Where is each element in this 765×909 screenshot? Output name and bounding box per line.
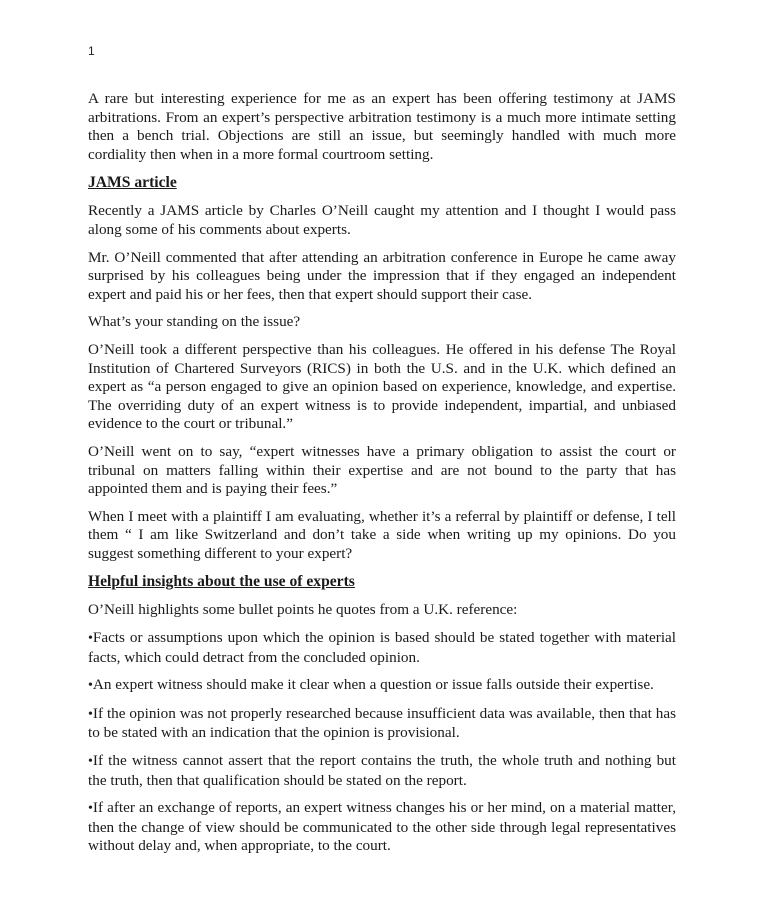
paragraph: O’Neill went on to say, “expert witnesses have a primary obligation to assist the court or tribunal on matters falling within their expertise and are not bound to the party that has appointed them and is paying their fees.” bbox=[88, 442, 676, 498]
paragraph: O’Neill took a different perspective than his colleagues. He offered in his defense The Royal Institution of Chartered Surveyors (RICS) in both the U.S. and in the U.K. which defined an expert as “a person engaged to give an opinion based on experience, knowledge, and expertise. The overriding duty of an expert witness is to provide independent, impartial, and unbiased evidence to the court or tribunal.” bbox=[88, 340, 676, 433]
paragraph: Recently a JAMS article by Charles O’Neill caught my attention and I thought I would pass along some of his comments about experts. bbox=[88, 202, 676, 238]
bullet-text: If the opinion was not properly researched because insufficient data was available, then that has to be stated with an indication that the opinion is provisional. bbox=[88, 704, 676, 742]
bullet-item bbox=[88, 799, 676, 856]
bullet-text: Facts or assumptions upon which the opinion is based should be stated together with material facts, which could detract from the concluded opinion. bbox=[88, 629, 676, 666]
bullet-text: An expert witness should make it clear when a question or issue falls outside their expertise. bbox=[92, 676, 654, 694]
intro-paragraph: A rare but interesting experience for me as an expert has been offering testimony at JAMS arbitrations. From an expert’s perspective arbitration testimony is a much more intimate setting then a bench trial. Objections are still an issue, but seemingly handled with much more cordiality then when in a more formal courtroom setting. bbox=[88, 90, 676, 163]
bullet-icon: • bbox=[88, 678, 93, 694]
paragraph: Mr. O’Neill commented that after attending an arbitration conference in Europe he came away surprised by his colleagues being under the impression that if they engaged an independent expert and paid his or her fees, then that expert should support their case. bbox=[88, 248, 676, 303]
section-heading-helpful-insights: Helpful insights about the use of experts bbox=[88, 573, 355, 591]
bullet-item bbox=[88, 629, 676, 667]
bullet-text: If after an exchange of reports, an expert witness changes his or her mind, on a material matter, then the change of view should be communicated to the other side through legal representatives without delay and, when appropriate, to the court. bbox=[88, 799, 676, 855]
paragraph: When I meet with a plaintiff I am evaluating, whether it’s a referral by plaintiff or defense, I tell them “ I am like Switzerland and don’t take a side when writing up my opinions. Do you suggest something different to your expert? bbox=[88, 507, 676, 562]
bullet-icon: • bbox=[88, 754, 93, 770]
page-number: 1 bbox=[88, 44, 95, 58]
bullet-item bbox=[88, 752, 676, 790]
document-body bbox=[88, 90, 676, 865]
bullet-icon: • bbox=[88, 631, 93, 647]
paragraph: What’s your standing on the issue? bbox=[88, 313, 301, 331]
paragraph: O’Neill highlights some bullet points he quotes from a U.K. reference: bbox=[88, 601, 518, 619]
section-heading-jams-article: JAMS article bbox=[88, 174, 177, 192]
bullet-icon: • bbox=[88, 801, 93, 817]
bullet-icon: • bbox=[88, 706, 93, 722]
bullet-item bbox=[88, 705, 676, 743]
bullet-text: If the witness cannot assert that the report contains the truth, the whole truth and nothing but the truth, then that qualification should be stated on the report. bbox=[88, 752, 676, 789]
bullet-item bbox=[88, 676, 676, 696]
